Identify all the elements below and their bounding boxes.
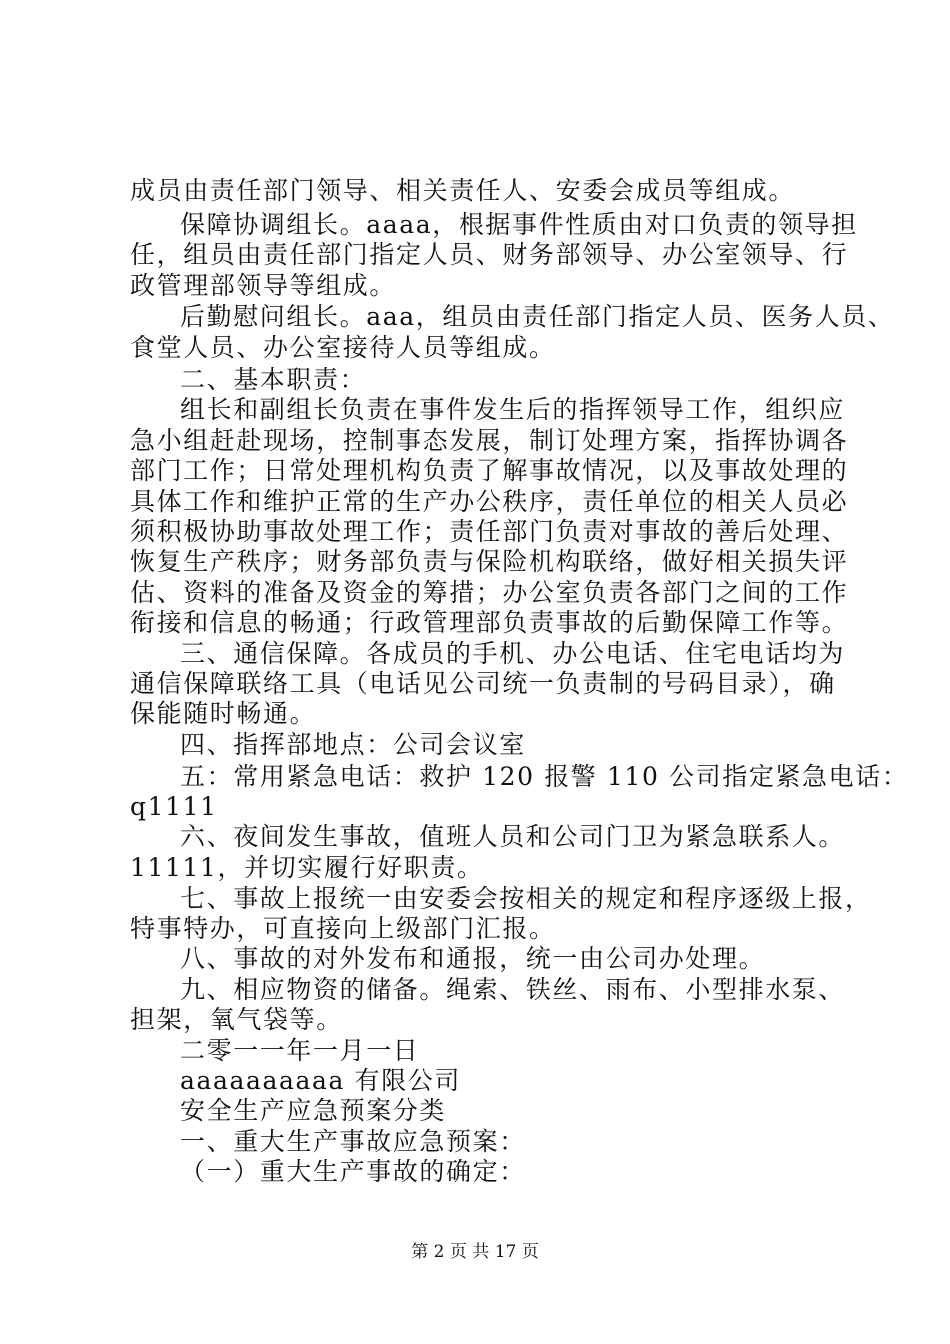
paragraph-line: 后勤慰问组长。aaa，组员由责任部门指定人员、医务人员、 [180,302,895,331]
section-heading: 一、重大生产事故应急预案： [180,1127,526,1156]
paragraph-line: 保能随时畅通。 [130,699,317,728]
paragraph-line: 部门工作；日常处理机构负责了解事故情况，以及事故处理的 [130,456,849,485]
section-heading: 二、基本职责： [180,365,367,394]
paragraph-line: 衔接和信息的畅通；行政管理部负责事故的后勤保障工作等。 [130,608,849,637]
paragraph-line: 特事特办，可直接向上级部门汇报。 [130,914,556,943]
paragraph-line: 八、事故的对外发布和通报，统一由公司办处理。 [180,944,766,973]
paragraph-line: 食堂人员、办公室接待人员等组成。 [130,333,556,362]
page-footer: 第 2 页 共 17 页 [411,1242,539,1262]
paragraph-line: 任，组员由责任部门指定人员、财务部领导、办公室领导、行 [130,240,849,269]
paragraph-line: q1111 [130,792,218,821]
paragraph-line: 急小组赶赴现场，控制事态发展，制订处理方案，指挥协调各 [130,426,849,455]
paragraph-line: 担架，氧气袋等。 [130,1005,343,1034]
paragraph-line: 恢复生产秩序；财务部负责与保险机构联络，做好相关损失评 [130,547,849,576]
paragraph-line: 四、指挥部地点：公司会议室 [180,730,526,759]
company-name: aaaaaaaaaa 有限公司 [180,1066,461,1095]
paragraph-line: 政管理部领导等组成。 [130,271,397,300]
paragraph-line: 五：常用紧急电话：救护 120 报警 110 公司指定紧急电话： [180,762,909,791]
paragraph-line: 九、相应物资的储备。绳索、铁丝、雨布、小型排水泵、 [180,975,846,1004]
paragraph-line: 成员由责任部门领导、相关责任人、安委会成员等组成。 [130,176,796,205]
paragraph-line: 11111，并切实履行好职责。 [130,853,484,882]
paragraph-line: 通信保障联络工具（电话见公司统一负责制的号码目录），确 [130,669,836,698]
paragraph-line: 须积极协助事故处理工作；责任部门负责对事故的善后处理、 [130,517,849,546]
section-title: 安全生产应急预案分类 [180,1096,447,1125]
paragraph-line: 组长和副组长负责在事件发生后的指挥领导工作，组织应 [180,395,846,424]
paragraph-line: 保障协调组长。aaaa，根据事件性质由对口负责的领导担 [180,210,858,239]
paragraph-line: 七、事故上报统一由安委会按相关的规定和程序逐级上报， [180,884,872,913]
subsection-heading: （一）重大生产事故的确定： [180,1157,526,1186]
paragraph-line: 六、夜间发生事故，值班人员和公司门卫为紧急联系人。 [180,822,846,851]
paragraph-line: 三、通信保障。各成员的手机、办公电话、住宅电话均为 [180,639,846,668]
date-line: 二零一一年一月一日 [180,1036,420,1065]
paragraph-line: 具体工作和维护正常的生产办公秩序，责任单位的相关人员必 [130,487,849,516]
paragraph-line: 估、资料的准备及资金的筹措；办公室负责各部门之间的工作 [130,578,849,607]
